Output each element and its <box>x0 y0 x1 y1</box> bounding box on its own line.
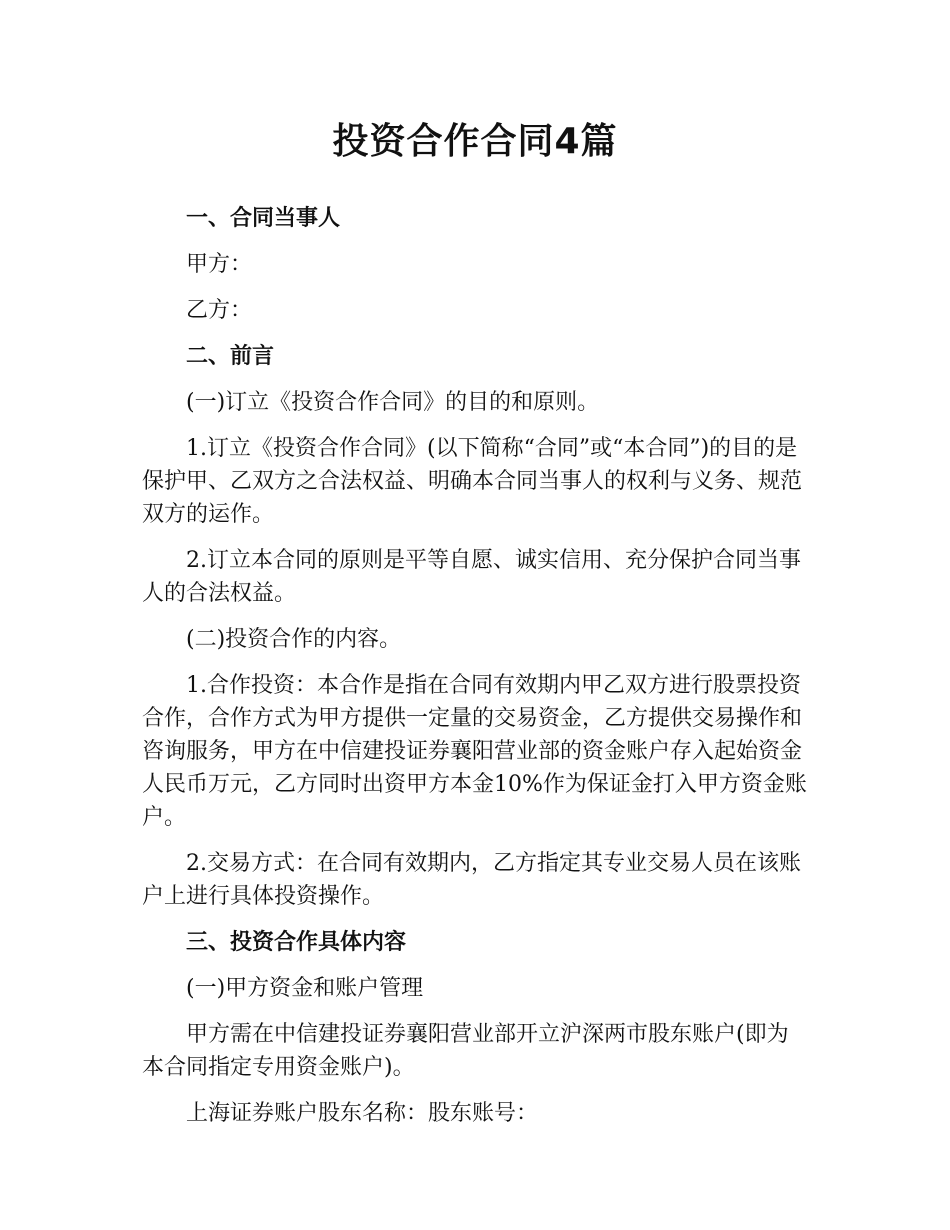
paragraph-shanghai-account: 上海证券账户股东名称：股东账号： <box>186 1101 539 1126</box>
document-body <box>142 202 810 1143</box>
party-b-line: 乙方： <box>186 298 253 323</box>
paragraph-cooperation-investment: 1.合作投资：本合作是指在合同有效期内甲乙双方进行股票投资合作，合作方式为甲方提供一定量的交易资金，乙方提供交易操作和咨询服务，甲方在中信建投证券襄阳营业部的资金账户存入起始资金人民币万元，乙方同时出资甲方本金10%作为保证金打入甲方资金账户。 <box>142 673 807 830</box>
preface-subheading-content: (二)投资合作的内容。 <box>186 627 402 652</box>
section-heading-details: 三、投资合作具体内容 <box>186 930 407 955</box>
paragraph-account-opening: 甲方需在中信建投证券襄阳营业部开立沪深两市股东账户(即为本合同指定专用资金账户)。 <box>142 1022 789 1080</box>
details-subheading-account: (一)甲方资金和账户管理 <box>186 976 424 1001</box>
document-title: 投资合作合同4篇 <box>332 121 618 162</box>
section-heading-parties: 一、合同当事人 <box>186 206 341 231</box>
section-heading-preface: 二、前言 <box>186 344 275 369</box>
party-a-line: 甲方： <box>186 252 253 277</box>
paragraph-principle: 2.订立本合同的原则是平等自愿、诚实信用、充分保护合同当事人的合法权益。 <box>142 548 801 606</box>
preface-subheading-purpose: (一)订立《投资合作合同》的目的和原则。 <box>186 390 600 415</box>
paragraph-purpose: 1.订立《投资合作合同》(以下简称“合同”或“本合同”)的目的是保护甲、乙双方之合法权益、明确本合同当事人的权利与义务、规范双方的运作。 <box>142 436 803 527</box>
paragraph-trading-method: 2.交易方式：在合同有效期内，乙方指定其专业交易人员在该账户上进行具体投资操作。 <box>142 851 801 909</box>
